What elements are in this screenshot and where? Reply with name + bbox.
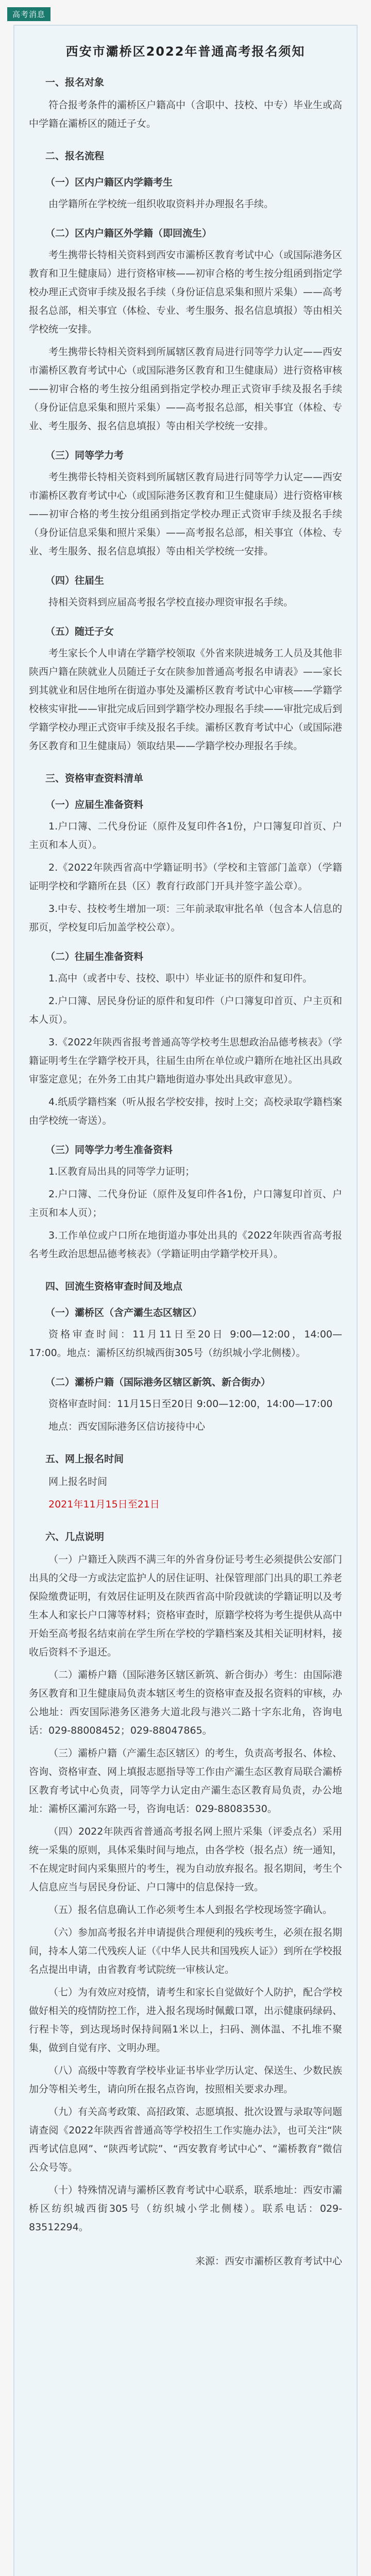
paragraph: （九）有关高考政策、高招政策、志愿填报、批次设置与录取等问题请查阅《2022年陕西省普通高等学校招生工作实施办法》，也可关注“陕西考试信息网”、“陕西考试院”、“西安教育考试中心”、“灞桥教育”微信公众号等。 — [29, 2106, 343, 2173]
document-card — [13, 25, 358, 2576]
section-heading: （二）灞桥户籍（国际港务区辖区新筑、新合街办） — [45, 1377, 271, 1388]
paragraph: 2021年11月15日至21日 — [48, 1499, 160, 1510]
section-heading: 二、报名流程 — [45, 150, 105, 162]
paragraph: （五）报名信息确认工作必须考生本人到报名学校现场签字确认。 — [48, 1904, 333, 1916]
paragraph: 符合报考条件的灞桥区户籍高中（含职中、技校、中专）毕业生或高中学籍在灞桥区的随迁子女。 — [29, 99, 343, 129]
paragraph: 考生家长个人申请在学籍学校领取《外省来陕进城务工人员及其他非陕西户籍在陕就业人员随迁子女在陕参加普通高考报名申请表》——家长到其就业和居住地所在街道办事处及灞桥区教育考试中心审核——学籍学校核实审批——审批完成后回到学籍学校办理报名手续——审批完成后到学籍学校办理正式资审手续及报名手续。灞桥区教育考试中心（或国际港务区教育和卫生健康局）领取结果——学籍学校办理报名手续。 — [29, 648, 343, 752]
paragraph: 3.工作单位或户口所在地街道办事处出具的《2022年陕西省高考报名考生政治思想品德考核表》（学籍证明由学籍学校开具）。 — [29, 1230, 342, 1260]
section-heading: （二）往届生准备资料 — [45, 951, 144, 962]
paragraph: 3.中专、技校考生增加一项：三年前录取审批名单（包含本人信息的那页，学校复印后加盖学校公章）。 — [29, 903, 342, 933]
paragraph: 资格审查时间：11月15日至20日 9:00—12:00，14:00—17:00 — [48, 1398, 333, 1410]
paragraph: 2.户口簿、居民身份证的原件和复印件（户口簿复印首页、户主页和本人页）。 — [29, 995, 342, 1025]
document-title: 西安市灞桥区2022年普通高考报名须知 — [65, 44, 306, 59]
section-heading: （三）同等学力考 — [45, 450, 124, 461]
paragraph: 考生携带长特相关资料到所属辖区教育局进行同等学力认定——西安市灞桥区教育考试中心（或国际港务区教育和卫生健康局）进行资格审核——初审合格的考生按分组函到指定学校办理正式资审手续及报名手续（身份证信息采集和照片采集）——高考报名总部，相关事宜（体检、专业、考生服务、报名信息填报）等由相关学校统一安排。 — [29, 471, 343, 557]
section-heading: （一）应届生准备资料 — [45, 799, 144, 810]
paragraph: （八）高级中等教育学校毕业证书毕业学历认定、保送生、少数民族加分等相关考生，请向所在报名点咨询，按照相关要求办理。 — [29, 2065, 343, 2095]
paragraph: 2.户口簿、二代身份证（原件及复印件各1份，户口簿复印首页、户主页和本人页）； — [29, 1189, 342, 1218]
paragraph: （四）2022年陕西省普通高考报名网上照片采集（评委点名）采用统一采集的原则，具体采集时间与地点，由各学校（报名点）统一通知，不在规定时间内采集照片的考生，视为自动放弃报名。报名期间，考生个人信息应当与居民身份证、户口簿中的信息保持一致。 — [29, 1826, 343, 1893]
paragraph: （三）灞桥户籍（产灞生态区辖区）的考生，负责高考报名、体检、咨询、资格审查、网上填报志愿指导等工作由产灞生态区教育局联合灞桥区教育考试中心负责，同等学力认定由产灞生态区教育局负责，办公地址：灞桥区灞河东路一号，咨询电话：029-88083530。 — [29, 1748, 343, 1815]
paragraph: 4.纸质学籍档案（听从报名学校安排，按时上交；高校录取学籍档案由学校统一寄送）。 — [29, 1096, 342, 1126]
paragraph: 由学籍所在学校统一组织收取资料并办理报名手续。 — [48, 198, 274, 210]
section-heading: 三、资格审查资料清单 — [45, 773, 144, 784]
paragraph: （六）参加高考报名并申请提供合理便利的残疾考生，必须在报名期间，持本人第二代残疾人证（《中华人民共和国残疾人证》）到所在学校报名点提出申请，由省教育考试院统一审核认定。 — [29, 1927, 343, 1975]
section-heading: （一）灞桥区（含产灞生态区辖区） — [45, 1307, 203, 1318]
paragraph: 地点：西安国际港务区信访接待中心 — [48, 1421, 206, 1432]
paragraph: 1.高中（或者中专、技校、职中）毕业证书的原件和复印件。 — [48, 973, 313, 984]
paragraph: 持相关资料到应届高考报名学校直接办理资审报名手续。 — [48, 597, 294, 608]
paragraph: 资格审查时间：11月11日至20日 9:00—12:00，14:00—17:00。地点：灞桥区纺织城西街305号（纺织城小学北侧楼）。 — [29, 1329, 342, 1359]
paragraph: （十）特殊情况请与灞桥区教育考试中心联系，联系地址：西安市灞桥区纺织城西街305号（纺织城小学北侧楼）。联系电话：029-83512294。 — [29, 2184, 343, 2233]
section-heading: 一、报名对象 — [45, 77, 105, 88]
document-body — [29, 75, 342, 2236]
section-heading: 四、回流生资格审查时间及地点 — [45, 1281, 183, 1292]
section-heading: （二）区内户籍区外学籍（即回流生） — [45, 228, 212, 239]
section-heading: （一）区内户籍区内学籍考生 — [45, 177, 173, 188]
header-bar — [0, 0, 371, 25]
section-heading: （三）同等学力考生准备资料 — [45, 1144, 173, 1156]
section-heading: 五、网上报名时间 — [45, 1453, 124, 1465]
section-heading: （四）往届生 — [45, 575, 105, 586]
section-heading: （五）随迁子女 — [45, 626, 114, 637]
paragraph: （二）灞桥户籍（国际港务区辖区新筑、新合街办）考生：由国际港务区教育和卫生健康局负责本辖区考生的资格审查及报名资料的审核，办公地址：西安国际港务区港务大道北段与港兴二路十字东北角，咨询电话：029-88008452；029-88047865。 — [29, 1669, 343, 1736]
paragraph: 网上报名时间 — [48, 1476, 108, 1487]
paragraph: 考生携带长特相关资料到所属辖区教育局进行同等学力认定——西安市灞桥区教育考试中心（或国际港务区教育和卫生健康局）进行资格审核——初审合格的考生按分组函到指定学校办理正式资审手续及报名手续（身份证信息采集和照片采集）——高考报名总部，相关事宜（体检、专业、考生服务、报名信息填报）等由相关学校统一安排。 — [29, 346, 343, 432]
source-line: 来源：西安市灞桥区教育考试中心 — [195, 2256, 342, 2267]
section-heading: 六、几点说明 — [45, 1531, 105, 1543]
paragraph: （七）为有效应对疫情，请考生和家长自觉做好个人防护，配合学校做好相关的疫情防控工作，进入报名现场时佩戴口罩，出示健康码绿码、行程卡等，到达现场时保持间隔1米以上，扫码、测体温、不扎堆不聚集，做到自觉有序、文明办理。 — [29, 1987, 343, 2054]
news-tag[interactable]: 高考消息 — [7, 7, 50, 21]
paragraph: （一）户籍迁入陕西不满三年的外省身份证号考生必须提供公安部门出具的父母一方或法定监护人的居住证明、社保管理部门出具的职工养老保险缴费证明，有效居住证明及在陕西省高中阶段就读的学籍证明以及考生本人和家长户口簿等材料；资格审查时，原籍学校将为考生提供从高中开始至高考报名结束前在学生所在学校的学籍档案及其相关证明材料，接收后资料不予退还。 — [29, 1554, 343, 1658]
paragraph: 2.《2022年陕西省高中学籍证明书》（学校和主管部门盖章）（学籍证明学校和学籍所在县（区）教育行政部门开具并签字盖公章）。 — [29, 862, 342, 892]
paragraph: 1.区教育局出具的同等学力证明； — [48, 1166, 195, 1177]
paragraph: 考生携带长特相关资料到西安市灞桥区教育考试中心（或国际港务区教育和卫生健康局）进行资格审核——初审合格的考生按分组函到指定学校办理正式资审手续及报名手续（身份证信息采集和照片采集）——高考报名总部，相关事宜（体检、专业、考生服务、报名信息填报）等由相关学校统一安排。 — [29, 249, 343, 335]
paragraph: 1.户口簿、二代身份证（原件及复印件各1份，户口簿复印首页、户主页和本人页）。 — [29, 821, 342, 851]
paragraph: 3.《2022年陕西省报考普通高等学校考生思想政治品德考核表》（学籍证明考生在学籍学校开具，往届生由所在单位或户籍所在地社区出具政审鉴定意见；在外务工由其户籍地街道办事处出具政审意见）。 — [29, 1037, 343, 1085]
